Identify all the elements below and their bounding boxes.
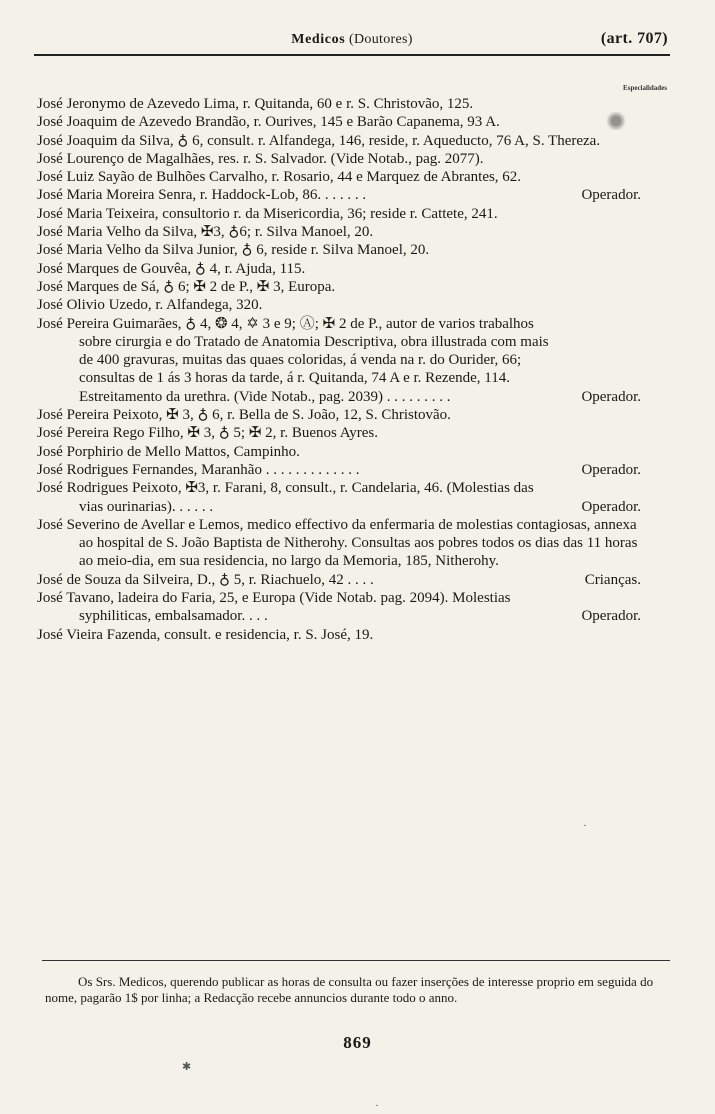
entry-text: José Pereira Peixoto, ✠ 3, ♁ 6, r. Bella de S. João, 12, S. Christovão. (37, 407, 451, 424)
entry (37, 315, 641, 406)
article-number: (art. 707) (600, 30, 668, 47)
running-title-sub: (Doutores) (345, 32, 413, 47)
entry (37, 223, 641, 241)
running-title (34, 32, 670, 48)
physician-list (37, 95, 641, 644)
entry-text: José Marques de Gouvêa, ♁ 4, r. Ajuda, 115. (37, 260, 306, 277)
entry (37, 186, 641, 204)
entry (37, 516, 641, 571)
entry-text: José Tavano, ladeira do Faria, 25, e Europa (Vide Notab. pag. 2094). Molestias syphiliticas, embalsamador. . . . (37, 590, 511, 625)
entry-specialty: Crianças. (584, 571, 641, 588)
entry-text: José Rodrigues Fernandes, Maranhão . . . . . . . . . . . . . (37, 461, 360, 478)
entry (37, 205, 641, 223)
running-title-main: Medicos (291, 32, 346, 47)
entry-specialty: Operador. (581, 187, 641, 204)
entry (37, 241, 641, 259)
entry-specialty: Operador. (581, 461, 641, 478)
entry-text: José Joaquim da Silva, ♁ 6, consult. r. Alfandega, 146, reside, r. Aqueducto, 76 A, S. Thereza. (37, 132, 601, 149)
entry (37, 296, 641, 314)
entry (37, 406, 641, 424)
entry-text: José Jeronymo de Azevedo Lima, r. Quitanda, 60 e r. S. Christovão, 125. (37, 96, 474, 112)
entry (37, 479, 641, 516)
entry (37, 571, 641, 589)
entry (37, 168, 641, 186)
entry-text: José Luiz Sayão de Bulhões Carvalho, r. Rosario, 44 e Marquez de Abrantes, 62. (37, 169, 522, 186)
column-heading-specialties: Especialidades (623, 84, 667, 92)
entry (37, 150, 641, 168)
entry-text: José Maria Velho da Silva Junior, ♁ 6, reside r. Silva Manoel, 20. (37, 242, 430, 259)
entry-specialty: Operador. (581, 388, 641, 405)
entry (37, 278, 641, 296)
entry (37, 260, 641, 278)
page-number: 869 (343, 1033, 372, 1052)
entry-text: José Vieira Fazenda, consult. e residencia, r. S. José, 19. (37, 626, 374, 643)
entry-text: José Porphirio de Mello Mattos, Campinho. (37, 443, 300, 460)
entry-text: José Joaquim de Azevedo Brandão, r. Ourives, 145 e Barão Capanema, 93 A. (37, 114, 500, 131)
entry-text: José Marques de Sá, ♁ 6; ✠ 2 de P., ✠ 3, Europa. (37, 278, 336, 295)
page-header (34, 32, 670, 56)
entry (37, 132, 641, 150)
entry (37, 424, 641, 442)
entry-text: José Pereira Rego Filho, ✠ 3, ♁ 5; ✠ 2, r. Buenos Ayres. (37, 425, 378, 442)
entry (37, 113, 641, 131)
entry-text: José Lourenço de Magalhães, res. r. S. Salvador. (Vide Notab., pag. 2077). (37, 150, 484, 167)
ink-speck: · (583, 820, 587, 832)
entry-specialty: Operador. (581, 498, 641, 515)
entry (37, 443, 641, 461)
entry-text: José de Souza da Silveira, D., ♁ 5, r. Riachuelo, 42 . . . . (37, 571, 374, 588)
entry-text: José Pereira Guimarães, ♁ 4, ❂ 4, ✡ 3 e 9; Ⓐ; ✠ 2 de P., autor de varios trabalhos sobre cirurgia e do Tratado de Anatomia Descriptiva, obra illustrada com mais de 400 gravuras, muitas das quaes coloridas, á venda na r. do Ourider, 66; consultas de 1 ás 3 horas da tarde, á r. Quitanda, 74 A e r. Rezende, 114. Estreitamento da urethra. (Vide Notab., pag. 2039) . . . . . . . . . (37, 315, 549, 405)
entry-text: José Olivio Uzedo, r. Alfandega, 320. (37, 297, 263, 314)
entry-text: José Rodrigues Peixoto, ✠3, r. Farani, 8, consult., r. Candelaria, 46. (Molestias das vias ourinarias). . . . . . (37, 480, 534, 515)
ink-speck: · (375, 1100, 379, 1112)
advertising-note: Os Srs. Medicos, querendo publicar as horas de consulta ou fazer inserções de interesse proprio em seguida do nome, pagarão 1$ por linha; a Redacção recebe annuncios durante todo o anno. (45, 974, 654, 1005)
entry-text: José Maria Moreira Senra, r. Haddock-Lob, 86. . . . . . . (37, 187, 367, 204)
footer-rule (42, 960, 670, 961)
entry-specialty: Operador. (581, 608, 641, 625)
entry (37, 95, 641, 113)
entry-text: José Severino de Avellar e Lemos, medico effectivo da enfermaria de molestias contagiosas, annexa ao hospital de S. João Baptista de Nitherohy. Consultas aos pobres todos os dias das 11 horas ao meio-dia, em sua residencia, no largo da Memoria, 185, Nitherohy. (37, 516, 638, 570)
entry-text: José Maria Velho da Silva, ✠3, ♁6; r. Silva Manoel, 20. (37, 224, 374, 241)
ink-speck: ✱ (182, 1061, 192, 1073)
entry-text: José Maria Teixeira, consultorio r. da Misericordia, 36; reside r. Cattete, 241. (37, 205, 498, 222)
entry (37, 626, 641, 644)
entry (37, 461, 641, 479)
entry (37, 589, 641, 626)
